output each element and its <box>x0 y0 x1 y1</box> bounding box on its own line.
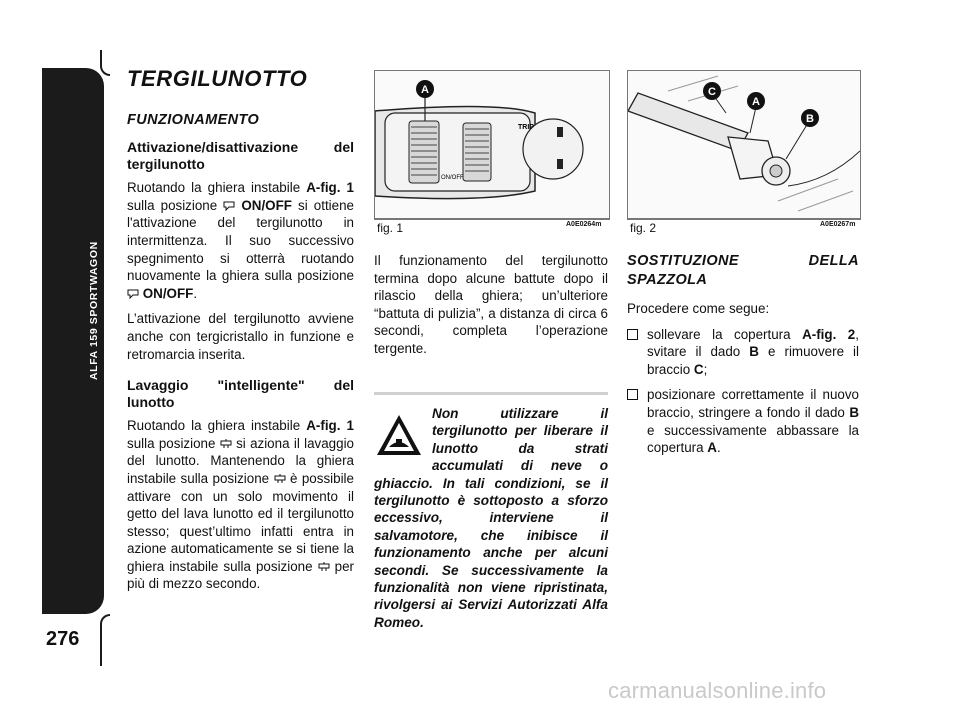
fig2-label: fig. 2 <box>630 221 657 235</box>
paragraph-activation: Ruotando la ghiera instabile A-fig. 1 sulla posizione ON/OFF si ottiene l'attivazione del tergilunotto in intermittenza. Il suo successivo spegnimento si otterrà ruotando nuovamente la ghiera sulla posizione ON/OFF. <box>127 180 354 301</box>
warning-text: Non utilizzare il tergilunotto per liberare il lunotto da strati accumulati di neve o ghiaccio. In tali condizioni, se il tergilunotto è sottoposto a sforzo eccessivo, interviene il salvamotore, che inibisce il funzionamento anche per alcuni secondi. Se successivamente la funzionalità non viene ripristinata, rivolgersi ai Servizi Autorizzati Alfa Romeo. <box>374 406 608 630</box>
paragraph-wiper-stop: Il funzionamento del tergilunotto termina dopo alcune battute dopo il rilascio della ghiera; un’ulteriore “battuta di pulizia”, a distanza di circa 6 secondi, completa l’operazione tergente. <box>374 253 608 356</box>
fig1-rule <box>374 218 610 219</box>
page-number: 276 <box>46 628 80 650</box>
onoff-label: ON/OFF <box>441 175 464 181</box>
paragraph-intro: Procedere come segue: <box>627 301 770 316</box>
figure-2 <box>627 70 861 220</box>
list-item: sollevare la copertura A-fig. 2, svitare il dado B e rimuovere il braccio C; <box>627 326 859 379</box>
rear-wiper-icon <box>127 289 139 299</box>
warning-box <box>374 392 608 631</box>
subheading-activation: Attivazione/disattivazione del tergilunotto <box>127 139 354 173</box>
fig1-callout-a: A <box>421 84 429 96</box>
fig2-callout-b: B <box>806 113 814 125</box>
trip-label: TRIP <box>518 124 534 131</box>
sidebar-vertical-label: ALFA 159 SPORTWAGON <box>88 241 100 380</box>
page-title: TERGILUNOTTO <box>127 66 308 91</box>
fig2-callout-a: A <box>752 96 760 108</box>
figure-1 <box>374 70 610 220</box>
subheading-washing: Lavaggio "intelligente" del lunotto <box>127 377 354 411</box>
stalk-illustration <box>375 71 609 219</box>
sidebar-notch-top <box>100 50 110 76</box>
fig1-code: A0E0264m <box>566 221 602 228</box>
paragraph-activation-note: L’attivazione del tergilunotto avviene anche con tergicristallo in funzione e retromarcia inserita. <box>127 311 354 362</box>
watermark: carmanualsonline.info <box>608 678 827 703</box>
section-heading-replacement: SOSTITUZIONE DELLA SPAZZOLA <box>627 253 859 288</box>
warning-triangle-icon <box>374 411 424 461</box>
paragraph-washing: Ruotando la ghiera instabile A-fig. 1 sulla posizione si aziona il lavaggio del lunotto. Mantenendo la ghiera instabile sulla posizione è possibile attivare con un solo movimento il getto del lava lunotto ed il tergilunotto stesso; quest’ultimo infatti entra in azione automaticamente se si tiene la ghiera instabile sulla posizione per più di mezzo secondo. <box>127 418 354 592</box>
fig2-rule <box>627 218 861 219</box>
fig1-label: fig. 1 <box>377 221 404 235</box>
column-left <box>127 66 354 601</box>
fig2-callout-c: C <box>708 86 716 98</box>
checkbox-bullet-icon <box>627 329 638 340</box>
column-middle <box>374 252 608 366</box>
checkbox-bullet-icon <box>627 389 638 400</box>
steps-list <box>627 326 859 457</box>
rear-washer-icon <box>274 474 286 484</box>
sidebar-notch-bottom <box>100 614 110 666</box>
rear-wiper-icon <box>223 201 235 211</box>
rear-washer-icon <box>220 439 232 449</box>
section-heading: FUNZIONAMENTO <box>127 111 260 128</box>
rear-washer-icon <box>318 562 330 572</box>
column-right <box>627 252 859 465</box>
fig2-code: A0E0267m <box>820 221 856 228</box>
list-item: posizionare correttamente il nuovo braccio, stringere a fondo il dado B e successivamente abbassare la copertura A. <box>627 386 859 456</box>
wiper-arm-illustration <box>628 71 860 219</box>
